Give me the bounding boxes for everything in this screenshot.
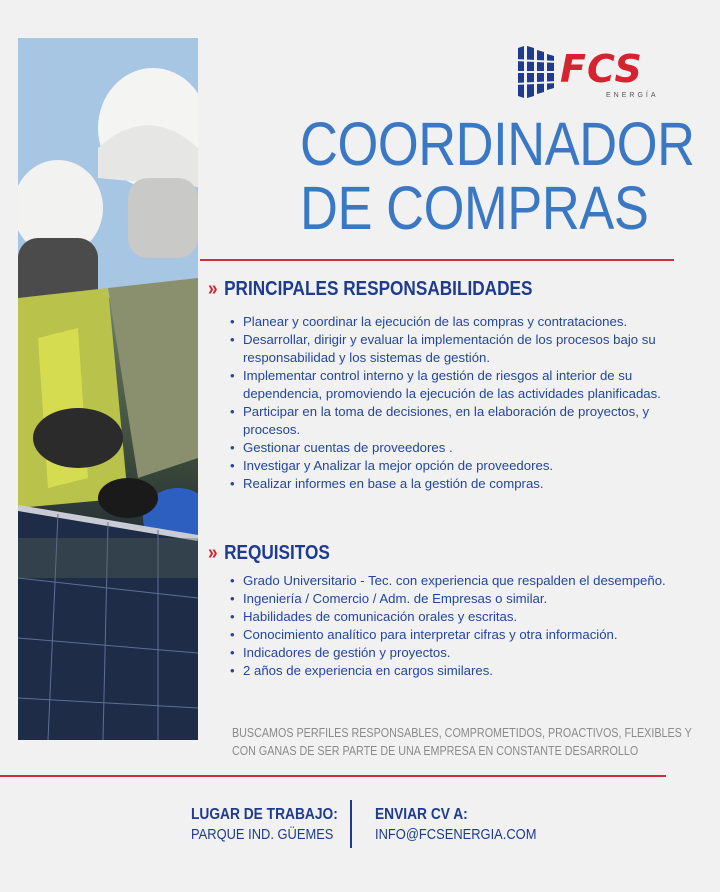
solar-grid-icon: [514, 44, 558, 100]
photo-illustration: [18, 38, 198, 740]
footer-divider: [0, 775, 666, 777]
list-item: • Habilidades de comunicación orales y escritas.: [230, 608, 680, 626]
responsibilities-heading-text: PRINCIPALES RESPONSABILIDADES: [224, 278, 533, 300]
list-item: • Gestionar cuentas de proveedores .: [230, 439, 680, 457]
list-item: • Investigar y Analizar la mejor opción de proveedores.: [230, 457, 680, 475]
list-item: • 2 años de experiencia en cargos similares.: [230, 662, 680, 680]
cv-label: ENVIAR CV A:: [375, 806, 468, 823]
job-title: [300, 112, 695, 240]
location-value: PARQUE IND. GÜEMES: [191, 826, 334, 843]
footer-vertical-divider: [350, 800, 352, 848]
job-title-line-2: DE COMPRAS: [300, 174, 649, 242]
responsibilities-list: [230, 313, 680, 493]
location-label: LUGAR DE TRABAJO:: [191, 806, 338, 823]
list-item: • Desarrollar, dirigir y evaluar la implementación de los procesos bajo su responsabilidad y los sistemas de gestión.: [230, 331, 680, 367]
tagline-line-2: CON GANAS DE SER PARTE DE UNA EMPRESA EN CONSTANTE DESARROLLO: [232, 744, 639, 758]
list-item: • Realizar informes en base a la gestión de compras.: [230, 475, 680, 493]
tagline: [232, 724, 692, 760]
tagline-line-1: BUSCAMOS PERFILES RESPONSABLES, COMPROMETIDOS, PROACTIVOS, FLEXIBLES Y: [232, 726, 692, 740]
requirements-heading-text: REQUISITOS: [224, 542, 330, 564]
fcs-logo: [514, 44, 674, 102]
chevron-right-icon: »: [208, 278, 215, 300]
requirements-heading: [208, 542, 330, 565]
title-divider: [200, 259, 674, 261]
requirements-list: [230, 572, 680, 680]
job-title-line-1: COORDINADOR: [300, 110, 695, 178]
list-item: • Indicadores de gestión y proyectos.: [230, 644, 680, 662]
workers-solar-panel-photo: [18, 38, 198, 740]
list-item: • Planear y coordinar la ejecución de las compras y contrataciones.: [230, 313, 680, 331]
cv-email[interactable]: INFO@FCSENERGIA.COM: [375, 826, 537, 843]
brand-subtitle: ENERGÍA: [606, 92, 659, 99]
list-item: • Conocimiento analítico para interpretar cifras y otra información.: [230, 626, 680, 644]
list-item: • Implementar control interno y la gestión de riesgos al interior de su dependencia, promoviendo la ejecución de las actividades planificadas.: [230, 367, 680, 403]
brand-name: FCS: [560, 47, 643, 91]
chevron-right-icon: »: [208, 542, 215, 564]
list-item: • Participar en la toma de decisiones, en la elaboración de proyectos, y procesos.: [230, 403, 680, 439]
list-item: • Ingeniería / Comercio / Adm. de Empresas o similar.: [230, 590, 680, 608]
responsibilities-heading: [208, 278, 532, 301]
list-item: • Grado Universitario - Tec. con experiencia que respalden el desempeño.: [230, 572, 680, 590]
